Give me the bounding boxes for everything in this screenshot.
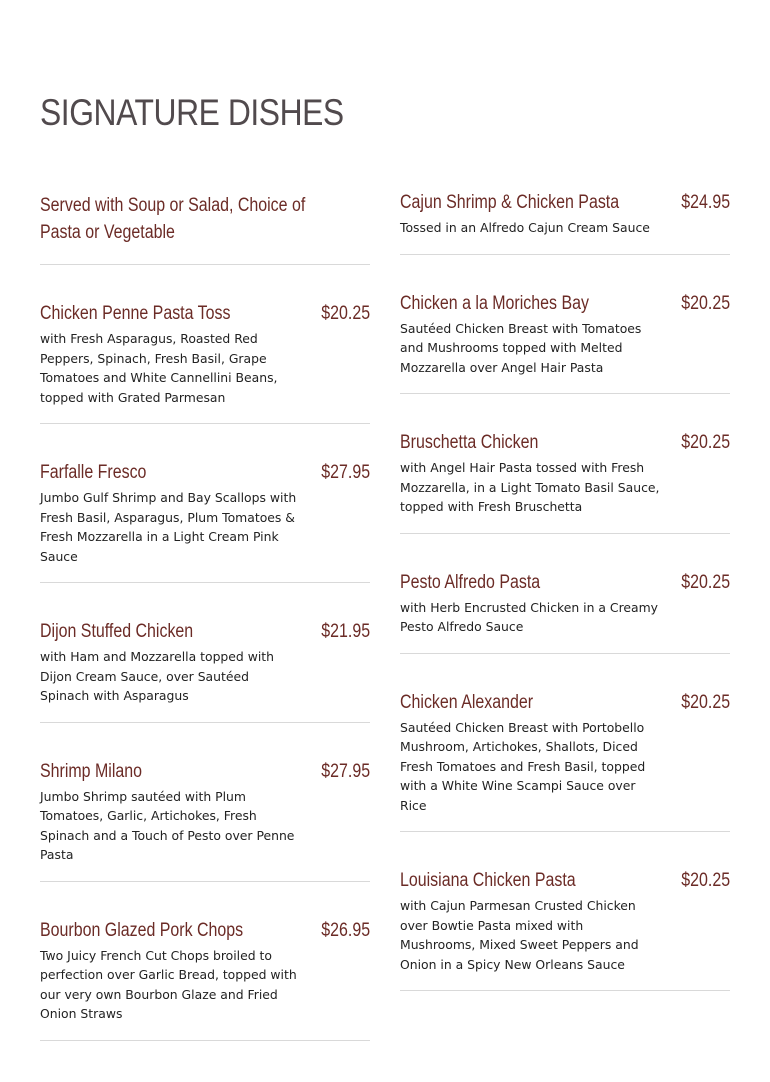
menu-item-name: Chicken a la Moriches Bay [400,292,589,314]
menu-item-description: Jumbo Shrimp sautéed with Plum Tomatoes, Garlic, Artichokes, Fresh Spinach and a Touch of Pesto over Penne Pasta [40,788,295,862]
menu-item-description: with Herb Encrusted Chicken in a Creamy Pesto Alfredo Sauce [400,599,659,634]
menu-item-price: $24.95 [681,192,730,213]
menu-item-price: $27.95 [321,462,370,483]
menu-intro [40,190,370,265]
menu-item-name: Bourbon Glazed Pork Chops [40,919,244,941]
menu-item [400,394,730,534]
menu-item-name: Pesto Alfredo Pasta [400,571,541,593]
menu-item-description: Sautéed Chicken Breast with Tomatoes and Mushrooms topped with Melted Mozzarella over Angel Hair Pasta [400,320,642,375]
menu-item-price: $20.25 [681,691,730,713]
menu-item-price: $27.95 [321,760,370,782]
menu-item [400,832,730,991]
menu-item-name: Chicken Alexander [400,691,534,713]
menu-item [40,424,370,583]
menu-item [400,534,730,654]
menu-item-description: with Ham and Mozzarella topped with Dijon Cream Sauce, over Sautéed Spinach with Asparagus [40,649,275,703]
intro-line: Served with Soup or Salad, Choice of [40,195,306,216]
menu-item-price: $20.25 [321,303,370,324]
menu-item [40,583,370,723]
menu-item-price: $20.25 [681,432,730,453]
menu-item-price: $21.95 [321,621,370,642]
menu-item [400,654,730,833]
menu-item-description: Two Juicy French Cut Chops broiled to perfection over Garlic Bread, topped with our very own Bourbon Glaze and Fried Onion Straws [40,947,297,1021]
menu-item-description: Sautéed Chicken Breast with Portobello Mushroom, Artichokes, Shallots, Diced Fresh Tomatoes and Fresh Basil, topped with a White Wine Scampi Sauce over Rice [400,719,646,813]
page-title: SIGNATURE DISHES [40,92,344,133]
menu-item-description: with Cajun Parmesan Crusted Chicken over Bowtie Pasta mixed with Mushrooms, Mixed Sweet Peppers and Onion in a Spicy New Orleans Sauce [400,898,639,972]
menu-item [40,723,370,882]
menu-item [40,882,370,1041]
menu-item-name: Louisiana Chicken Pasta [400,870,576,891]
menu-item-name: Farfalle Fresco [40,462,147,483]
menu-item-price: $20.25 [681,870,730,891]
menu-item-description: with Fresh Asparagus, Roasted Red Peppers, Spinach, Fresh Basil, Grape Tomatoes and White Cannellini Beans, topped with Grated Parmesan [40,331,278,405]
menu-item [400,255,730,395]
menu-item-price: $26.95 [321,919,370,941]
menu-item-description: with Angel Hair Pasta tossed with Fresh Mozzarella, in a Light Tomato Basil Sauce, topped with Fresh Bruschetta [400,460,660,514]
menu-item-name: Dijon Stuffed Chicken [40,621,194,642]
menu-column-left [40,190,370,1041]
intro-line: Pasta or Vegetable [40,222,175,243]
menu-item-description: Tossed in an Alfredo Cajun Cream Sauce [400,220,650,235]
menu-item-name: Shrimp Milano [40,760,143,782]
menu-item-name: Cajun Shrimp & Chicken Pasta [400,192,620,213]
menu-item-description: Jumbo Gulf Shrimp and Bay Scallops with Fresh Basil, Asparagus, Plum Tomatoes & Fresh Mozzarella in a Light Cream Pink Sauce [40,490,297,564]
menu-item-name: Bruschetta Chicken [400,432,539,453]
menu-item-price: $20.25 [681,571,730,593]
menu-item [40,265,370,424]
menu-item-name: Chicken Penne Pasta Toss [40,303,231,324]
menu-item-price: $20.25 [681,292,730,314]
menu-column-right [400,190,730,991]
menu-item [400,190,730,255]
